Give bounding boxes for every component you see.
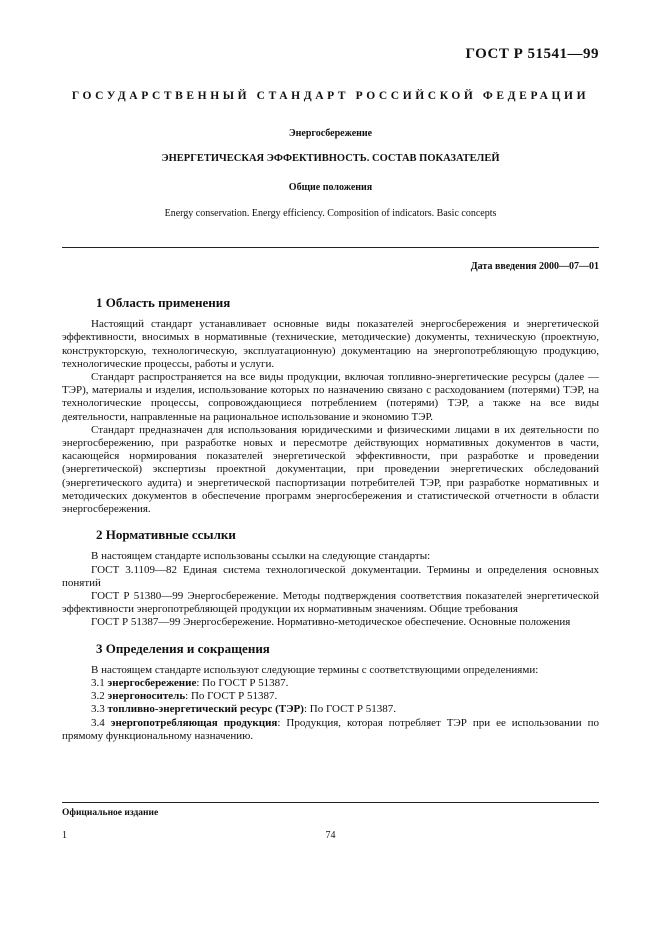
- term-number: 3.3: [91, 703, 105, 716]
- term: топливно-энергетический ресурс (ТЭР): [107, 703, 304, 716]
- definition-item: [62, 690, 599, 703]
- term-number: 3.1: [91, 677, 105, 690]
- term-definition: : По ГОСТ Р 51387.: [185, 690, 278, 703]
- paragraph: В настоящем стандарте используют следующие термины с соответствующими определениями:: [91, 663, 539, 676]
- term-number: 3.4: [91, 716, 105, 729]
- document-body: [62, 296, 599, 755]
- section-scope: [62, 296, 599, 516]
- section-definitions: [62, 642, 599, 743]
- english-title: Energy conservation. Energy efficiency. Composition of indicators. Basic concepts: [164, 208, 497, 219]
- state-standard-banner: ГОСУДАРСТВЕННЫЙ СТАНДАРТ РОССИЙСКОЙ ФЕДЕРАЦИИ: [71, 90, 590, 102]
- header-divider: [62, 247, 599, 248]
- effective-date: Дата введения 2000—07—01: [470, 261, 599, 272]
- standard-code: ГОСТ Р 51541—99: [465, 46, 599, 62]
- paragraph: В настоящем стандарте использованы ссылки на следующие стандарты:: [91, 550, 431, 563]
- definition-item: [62, 703, 599, 716]
- term-definition: : По ГОСТ Р 51387.: [303, 703, 397, 716]
- reference-item: ГОСТ Р 51387—99 Энергосбережение. Нормативно-методическое обеспечение. Основные положения: [91, 616, 571, 629]
- term: энергоноситель: [107, 690, 186, 703]
- reference-item: ГОСТ Р 51380—99 Энергосбережение. Методы подтверждения соответствия показателей энергетической эффективности энергопотребляющей продукции их нормативным значениям. Общие требования: [62, 590, 599, 616]
- section-heading: 1 Область применения: [96, 295, 231, 310]
- paragraph: Стандарт предназначен для использования юридическими и физическими лицами в их деятельности по энергосбережению, при разработке новых и пересмотре действующих нормативных документов в части, касающейся нормирования показателей энергетической эффективности, при разработке и проведении (энергетической) экспертизы проектной документации, при проведении энергетических обследований (энергетического аудита) и энергетической паспортизации потребителей ТЭР, при разработке нормативных и методических документов в обеспечение программ энергосбережения и статистической отчетности в области энергосбережения.: [62, 423, 599, 516]
- term: энергопотребляющая продукция: [110, 716, 278, 729]
- document-subtitle: Общие положения: [288, 182, 373, 193]
- document-subject: Энергосбережение: [288, 128, 373, 139]
- term-definition: : Продукция, которая потребляет ТЭР при ее использовании по прямому функциональному назначению.: [62, 716, 600, 742]
- reference-item: ГОСТ 3.1109—82 Единая система технологической документации. Термины и определения основных понятий: [62, 563, 599, 589]
- term-number: 3.2: [91, 690, 105, 703]
- document-title: ЭНЕРГЕТИЧЕСКАЯ ЭФФЕКТИВНОСТЬ. СОСТАВ ПОКАЗАТЕЛЕЙ: [161, 153, 500, 164]
- page-number: 74: [325, 830, 336, 841]
- term: энергосбережение: [107, 677, 197, 690]
- paragraph: Стандарт распространяется на все виды продукции, включая топливно-энергетические ресурсы (далее — ТЭР), материалы и изделия, использование которых по назначению связано с расходованием (потерями) ТЭР, на технологические процессы, сопровождающиеся потреблением (потерями) ТЭР, а также на все виды деятельности, направленные на рациональное использование и экономию ТЭР.: [62, 371, 599, 423]
- official-edition-label: Официальное издание: [62, 808, 159, 818]
- paragraph: Настоящий стандарт устанавливает основные виды показателей энергосбережения и энергетической эффективности, вносимых в нормативные (технические, методические) документы, техническую (проектную, конструкторскую, технологическую, эксплуатационную) документацию на энергопотребляющую продукцию, технологические процессы, работы и услуги.: [62, 318, 599, 370]
- section-heading: 3 Определения и сокращения: [96, 640, 270, 656]
- section-heading: 2 Нормативные ссылки: [96, 527, 236, 543]
- definition-item: [62, 717, 599, 743]
- footer-divider: [62, 802, 599, 803]
- definition-item: [62, 677, 599, 690]
- sheet-number: 1: [62, 830, 67, 841]
- section-references: [62, 528, 599, 629]
- term-definition: : По ГОСТ Р 51387.: [196, 677, 289, 690]
